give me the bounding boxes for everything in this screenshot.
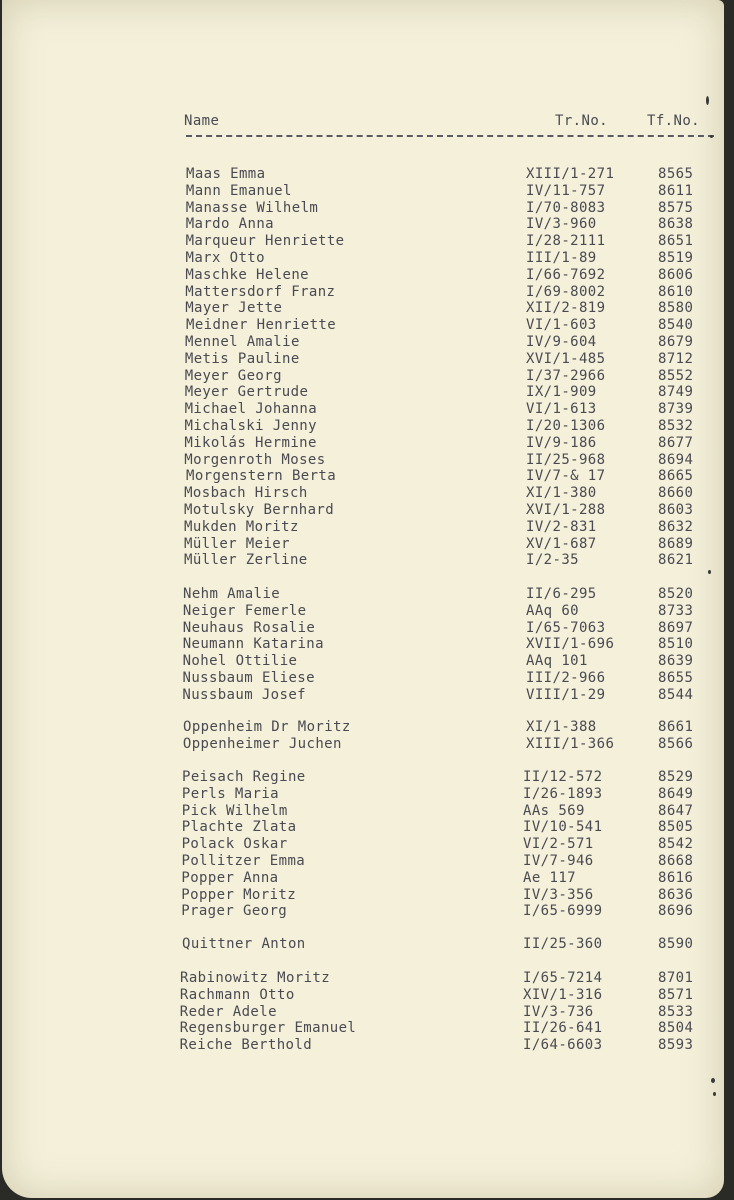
person-name: Oppenheim Dr Moritz [183,719,351,735]
person-name: Pick Wilhelm [181,803,288,819]
transport-number: IV/3-356 [523,887,594,903]
tf-number: 8655 [658,670,694,686]
transport-number: I/70-8083 [526,200,606,216]
person-name: Neiger Femerle [182,603,307,619]
transport-number: VI/1-613 [526,401,597,417]
tf-number: 8677 [658,435,694,451]
tf-number: 8565 [658,166,694,182]
transport-number: XIII/1-271 [526,166,615,182]
person-name: Popper Anna [181,870,279,886]
transport-number: XVII/1-696 [526,636,615,652]
transport-number: II/12-572 [523,769,603,785]
tf-number: 8668 [658,853,694,869]
tf-number: 8696 [658,903,694,919]
column-header-name: Name [184,113,220,129]
transport-number: XV/1-687 [526,536,597,552]
transport-number: VI/2-571 [523,836,594,852]
transport-number: XI/1-388 [526,719,597,735]
person-name: Plachte Zlata [181,819,297,835]
tf-number: 8739 [658,401,694,417]
ink-speck [710,135,713,138]
tf-number: 8505 [658,819,694,835]
tf-number: 8632 [658,519,694,535]
tf-number: 8665 [658,468,694,484]
person-name: Michael Johanna [184,401,318,417]
transport-number: I/65-6999 [523,903,603,919]
transport-number: II/25-360 [523,936,603,952]
tf-number: 8510 [658,636,694,652]
person-name: Morgenroth Moses [184,452,326,468]
person-name: Peisach Regine [182,769,306,785]
person-name: Nussbaum Eliese [182,670,315,686]
tf-number: 8749 [658,384,694,400]
transport-number: IV/2-831 [526,519,597,535]
tf-number: 8580 [658,300,694,316]
tf-number: 8533 [658,1004,694,1020]
header-rule [186,135,714,137]
transport-number: XVI/1-288 [526,502,606,518]
transport-number: VI/1-603 [526,317,597,333]
tf-number: 8529 [658,769,694,785]
transport-number: II/6-295 [526,586,597,602]
transport-number: Ae 117 [523,870,576,886]
person-name: Metis Pauline [184,351,300,367]
transport-number: I/69-8002 [526,284,606,300]
tf-number: 8697 [658,620,694,636]
tf-number: 8532 [658,418,694,434]
tf-number: 8611 [658,183,694,199]
person-name: Marx Otto [185,250,265,266]
column-header-tf-no: Tf.No. [647,113,700,129]
transport-number: I/26-1893 [523,786,603,802]
person-name: Müller Zerline [184,552,308,568]
person-name: Meyer Gertrude [184,384,309,400]
person-name: Nehm Amalie [183,586,281,602]
tf-number: 8566 [658,736,694,752]
transport-number: II/26-641 [523,1020,603,1036]
tf-number: 8519 [658,250,694,266]
person-name: Reder Adele [179,1004,277,1020]
ink-speck [711,1078,715,1083]
tf-number: 8661 [658,719,694,735]
document-page [2,0,724,1198]
tf-number: 8610 [658,284,694,300]
transport-number: XVI/1-485 [526,351,606,367]
person-name: Motulsky Bernhard [184,502,335,518]
transport-number: I/20-1306 [526,418,606,434]
tf-number: 8616 [658,870,694,886]
tf-number: 8603 [658,502,694,518]
person-name: Maas Emma [186,166,266,182]
person-name: Reiche Berthold [179,1037,313,1053]
tf-number: 8606 [658,267,694,283]
person-name: Oppenheimer Juchen [182,736,342,752]
tf-number: 8544 [658,687,694,703]
transport-number: I/28-2111 [526,233,606,249]
transport-number: XII/2-819 [526,300,606,316]
transport-number: IV/3-736 [523,1004,594,1020]
person-name: Perls Maria [181,786,280,802]
transport-number: IV/7-& 17 [526,468,606,484]
transport-number: I/65-7063 [526,620,606,636]
person-name: Prager Georg [181,903,288,919]
transport-number: IV/10-541 [523,819,603,835]
tf-number: 8575 [658,200,694,216]
tf-number: 8701 [658,970,694,986]
person-name: Nohel Ottilie [182,653,298,669]
person-name: Neuhaus Rosalie [182,620,316,636]
column-header-tr-no: Tr.No. [555,113,608,129]
transport-number: XIII/1-366 [526,736,615,752]
transport-number: IV/9-604 [526,334,597,350]
person-name: Maschke Helene [185,267,309,283]
person-name: Pollitzer Emma [181,853,306,869]
transport-number: I/64-6603 [523,1037,603,1053]
transport-number: IV/9-186 [526,435,597,451]
person-name: Mikolás Hermine [184,435,317,451]
tf-number: 8540 [658,317,694,333]
ink-speck [713,1092,716,1096]
person-name: Müller Meier [184,536,290,552]
person-name: Mardo Anna [185,216,274,232]
person-name: Mayer Jette [185,300,283,316]
tf-number: 8712 [658,351,694,367]
transport-number: IV/11-757 [526,183,606,199]
transport-number: I/2-35 [526,552,579,568]
tf-number: 8639 [658,653,694,669]
tf-number: 8552 [658,368,694,384]
transport-number: III/2-966 [526,670,606,686]
tf-number: 8593 [658,1037,694,1053]
person-name: Mattersdorf Franz [185,284,336,300]
transport-number: III/1-89 [526,250,597,266]
tf-number: 8660 [658,485,694,501]
person-name: Mukden Moritz [184,519,299,535]
tf-number: 8520 [658,586,694,602]
tf-number: 8733 [658,603,694,619]
tf-number: 8542 [658,836,694,852]
person-name: Mosbach Hirsch [184,485,308,501]
transport-number: I/65-7214 [523,970,603,986]
transport-number: AAq 60 [526,603,579,619]
transport-number: I/66-7692 [526,267,606,283]
ink-speck [708,570,711,574]
person-name: Manasse Wilhelm [185,200,319,216]
tf-number: 8651 [658,233,694,249]
person-name: Mann Emanuel [185,183,292,199]
person-name: Meidner Henriette [186,317,337,333]
person-name: Mennel Amalie [185,334,300,350]
transport-number: IX/1-909 [526,384,597,400]
person-name: Quittner Anton [182,936,306,952]
person-name: Michalski Jenny [184,418,317,434]
transport-number: I/37-2966 [526,368,606,384]
tf-number: 8636 [658,887,694,903]
transport-number: IV/7-946 [523,853,594,869]
person-name: Popper Moritz [181,887,297,903]
tf-number: 8571 [658,987,694,1003]
tf-number: 8694 [658,452,694,468]
transport-number: AAq 101 [526,653,588,669]
tf-number: 8689 [658,536,694,552]
transport-number: XIV/1-316 [523,987,603,1003]
person-name: Regensburger Emanuel [179,1020,357,1036]
tf-number: 8590 [658,936,694,952]
person-name: Neumann Katarina [182,636,324,652]
tf-number: 8621 [658,552,694,568]
person-name: Meyer Georg [184,368,282,384]
tf-number: 8679 [658,334,694,350]
person-name: Rabinowitz Moritz [180,970,331,986]
tf-number: 8649 [658,786,694,802]
transport-number: AAs 569 [523,803,585,819]
transport-number: XI/1-380 [526,485,597,501]
person-name: Nussbaum Josef [182,687,306,703]
person-name: Rachmann Otto [179,987,295,1003]
transport-number: VIII/1-29 [526,687,606,703]
tf-number: 8638 [658,216,694,232]
transport-number: II/25-968 [526,452,606,468]
person-name: Morgenstern Berta [186,468,337,484]
person-name: Marqueur Henriette [185,233,345,249]
transport-number: IV/3-960 [526,216,597,232]
tf-number: 8647 [658,803,694,819]
ink-speck [706,96,709,105]
tf-number: 8504 [658,1020,694,1036]
person-name: Polack Oskar [181,836,288,852]
